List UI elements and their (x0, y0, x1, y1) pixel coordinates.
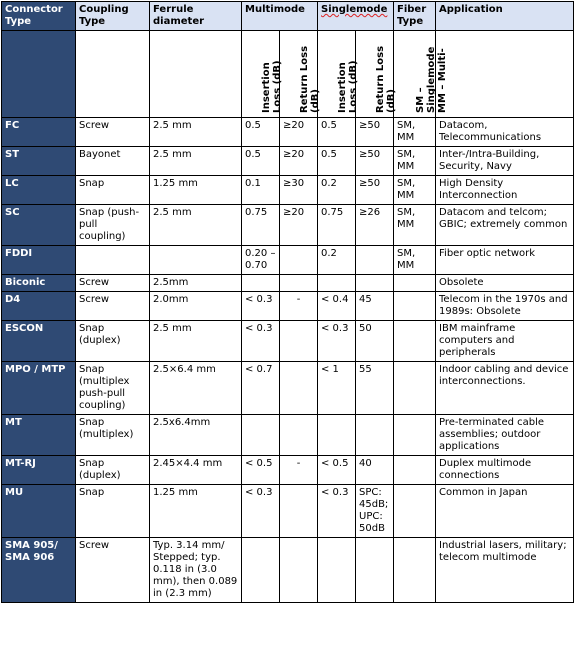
cell-sm-insertion: 0.75 (318, 205, 356, 246)
cell-application: Telecom in the 1970s and 1989s: Obsolete (436, 292, 574, 321)
cell-connector: ESCON (2, 321, 76, 362)
subheader-fiber-type: SM – Singlemode MM – Multi- (394, 31, 436, 118)
cell-mm-return (280, 362, 318, 415)
cell-fiber-type (394, 292, 436, 321)
cell-coupling: Screw (76, 538, 150, 603)
subheader-ferrule-blank (150, 31, 242, 118)
cell-mm-insertion: < 0.7 (242, 362, 280, 415)
cell-mm-insertion: 0.1 (242, 176, 280, 205)
cell-ferrule (150, 246, 242, 275)
table-row (2, 118, 574, 147)
table-row (2, 246, 574, 275)
cell-sm-return: 55 (356, 362, 394, 415)
cell-connector: MT-RJ (2, 456, 76, 485)
cell-fiber-type: SM, MM (394, 176, 436, 205)
header-application: Application (436, 2, 574, 31)
cell-fiber-type: SM, MM (394, 246, 436, 275)
cell-mm-insertion (242, 275, 280, 292)
header-row (2, 2, 574, 31)
cell-ferrule: 2.0mm (150, 292, 242, 321)
cell-fiber-type: SM, MM (394, 118, 436, 147)
table-row (2, 147, 574, 176)
header-multimode: Multimode (242, 2, 318, 31)
cell-coupling: Screw (76, 292, 150, 321)
header-fiber-type: Fiber Type (394, 2, 436, 31)
cell-application: Fiber optic network (436, 246, 574, 275)
cell-sm-return: 45 (356, 292, 394, 321)
cell-connector: SMA 905/ SMA 906 (2, 538, 76, 603)
cell-sm-insertion: < 0.3 (318, 485, 356, 538)
cell-sm-return: ≥50 (356, 118, 394, 147)
cell-sm-insertion (318, 538, 356, 603)
subheader-sm-insertion: Insertion Loss (dB) (318, 31, 356, 118)
cell-sm-insertion: < 0.3 (318, 321, 356, 362)
table-row (2, 485, 574, 538)
cell-ferrule: 1.25 mm (150, 485, 242, 538)
cell-mm-return (280, 485, 318, 538)
cell-sm-insertion: 0.2 (318, 246, 356, 275)
cell-sm-return: ≥50 (356, 176, 394, 205)
cell-ferrule: 2.45×4.4 mm (150, 456, 242, 485)
cell-sm-return: SPC: 45dB; UPC: 50dB (356, 485, 394, 538)
cell-application: IBM mainframe computers and peripherals (436, 321, 574, 362)
cell-connector: FDDI (2, 246, 76, 275)
cell-application: High Density Interconnection (436, 176, 574, 205)
cell-ferrule: 2.5 mm (150, 118, 242, 147)
cell-application: Common in Japan (436, 485, 574, 538)
cell-mm-insertion: < 0.3 (242, 321, 280, 362)
cell-fiber-type: SM, MM (394, 147, 436, 176)
cell-mm-insertion: 0.75 (242, 205, 280, 246)
cell-mm-insertion: 0.20 – 0.70 (242, 246, 280, 275)
cell-ferrule: 2.5x6.4mm (150, 415, 242, 456)
cell-mm-insertion: < 0.3 (242, 292, 280, 321)
cell-fiber-type (394, 275, 436, 292)
cell-sm-return (356, 538, 394, 603)
cell-ferrule: 2.5 mm (150, 205, 242, 246)
cell-mm-insertion: < 0.3 (242, 485, 280, 538)
cell-fiber-type (394, 362, 436, 415)
cell-mm-return: - (280, 292, 318, 321)
cell-sm-return (356, 246, 394, 275)
cell-mm-return (280, 275, 318, 292)
cell-mm-insertion: < 0.5 (242, 456, 280, 485)
cell-connector: LC (2, 176, 76, 205)
cell-sm-insertion: 0.5 (318, 147, 356, 176)
subheader-connector-blank (2, 31, 76, 118)
subheader-application-blank (436, 31, 574, 118)
cell-coupling: Snap (push-pull coupling) (76, 205, 150, 246)
cell-connector: ST (2, 147, 76, 176)
subheader-mm-insertion: Insertion Loss (dB) (242, 31, 280, 118)
cell-mm-insertion (242, 415, 280, 456)
cell-mm-insertion (242, 538, 280, 603)
cell-sm-insertion: < 0.4 (318, 292, 356, 321)
table-row (2, 415, 574, 456)
subheader-sm-return: Return Loss (dB) (356, 31, 394, 118)
connector-table (1, 1, 574, 603)
cell-coupling: Snap (multiplex push-pull coupling) (76, 362, 150, 415)
cell-sm-insertion: 0.5 (318, 118, 356, 147)
cell-ferrule: Typ. 3.14 mm/ Stepped; typ. 0.118 in (3.0 mm), then 0.089 in (2.3 mm) (150, 538, 242, 603)
cell-ferrule: 2.5 mm (150, 321, 242, 362)
cell-connector: FC (2, 118, 76, 147)
subheader-row (2, 31, 574, 118)
cell-sm-return: 50 (356, 321, 394, 362)
table-row (2, 538, 574, 603)
table-row (2, 292, 574, 321)
cell-mm-return (280, 321, 318, 362)
cell-coupling: Screw (76, 118, 150, 147)
cell-fiber-type (394, 456, 436, 485)
cell-coupling (76, 246, 150, 275)
cell-mm-return (280, 538, 318, 603)
table-row (2, 321, 574, 362)
cell-mm-return: ≥20 (280, 118, 318, 147)
cell-coupling: Snap (multiplex) (76, 415, 150, 456)
cell-coupling: Screw (76, 275, 150, 292)
cell-connector: MU (2, 485, 76, 538)
cell-sm-return (356, 415, 394, 456)
cell-coupling: Bayonet (76, 147, 150, 176)
cell-application: Industrial lasers, military; telecom multimode (436, 538, 574, 603)
cell-application: Obsolete (436, 275, 574, 292)
cell-connector: MPO / MTP (2, 362, 76, 415)
cell-ferrule: 1.25 mm (150, 176, 242, 205)
cell-coupling: Snap (duplex) (76, 321, 150, 362)
table-row (2, 362, 574, 415)
cell-ferrule: 2.5×6.4 mm (150, 362, 242, 415)
cell-connector: D4 (2, 292, 76, 321)
cell-fiber-type: SM, MM (394, 205, 436, 246)
table-body (2, 118, 574, 603)
cell-application: Datacom, Telecommunications (436, 118, 574, 147)
cell-mm-return: ≥20 (280, 205, 318, 246)
cell-mm-return: ≥30 (280, 176, 318, 205)
cell-fiber-type (394, 538, 436, 603)
table-row (2, 275, 574, 292)
cell-connector: Biconic (2, 275, 76, 292)
cell-mm-return (280, 246, 318, 275)
table-row (2, 456, 574, 485)
cell-coupling: Snap (duplex) (76, 456, 150, 485)
cell-ferrule: 2.5 mm (150, 147, 242, 176)
cell-mm-insertion: 0.5 (242, 147, 280, 176)
cell-application: Inter-/Intra-Building, Security, Navy (436, 147, 574, 176)
cell-sm-return: ≥50 (356, 147, 394, 176)
cell-sm-return: ≥26 (356, 205, 394, 246)
cell-mm-insertion: 0.5 (242, 118, 280, 147)
header-connector-type: Connector Type (2, 2, 76, 31)
cell-sm-insertion: 0.2 (318, 176, 356, 205)
cell-connector: MT (2, 415, 76, 456)
cell-sm-insertion: < 1 (318, 362, 356, 415)
header-singlemode: Singlemode (318, 2, 394, 31)
cell-sm-return: 40 (356, 456, 394, 485)
cell-application: Pre-terminated cable assemblies; outdoor applications (436, 415, 574, 456)
cell-sm-insertion: < 0.5 (318, 456, 356, 485)
header-ferrule-diameter: Ferrule diameter (150, 2, 242, 31)
cell-application: Datacom and telcom; GBIC; extremely common (436, 205, 574, 246)
cell-sm-insertion (318, 415, 356, 456)
table-row (2, 176, 574, 205)
table-row (2, 205, 574, 246)
cell-application: Duplex multimode connections (436, 456, 574, 485)
cell-coupling: Snap (76, 485, 150, 538)
cell-mm-return (280, 415, 318, 456)
cell-fiber-type (394, 415, 436, 456)
cell-sm-return (356, 275, 394, 292)
cell-ferrule: 2.5mm (150, 275, 242, 292)
cell-sm-insertion (318, 275, 356, 292)
subheader-mm-return: Return Loss (dB) (280, 31, 318, 118)
cell-mm-return: ≥20 (280, 147, 318, 176)
cell-application: Indoor cabling and device interconnections. (436, 362, 574, 415)
cell-connector: SC (2, 205, 76, 246)
cell-fiber-type (394, 485, 436, 538)
cell-coupling: Snap (76, 176, 150, 205)
cell-mm-return: - (280, 456, 318, 485)
header-coupling-type: Coupling Type (76, 2, 150, 31)
cell-fiber-type (394, 321, 436, 362)
subheader-coupling-blank (76, 31, 150, 118)
